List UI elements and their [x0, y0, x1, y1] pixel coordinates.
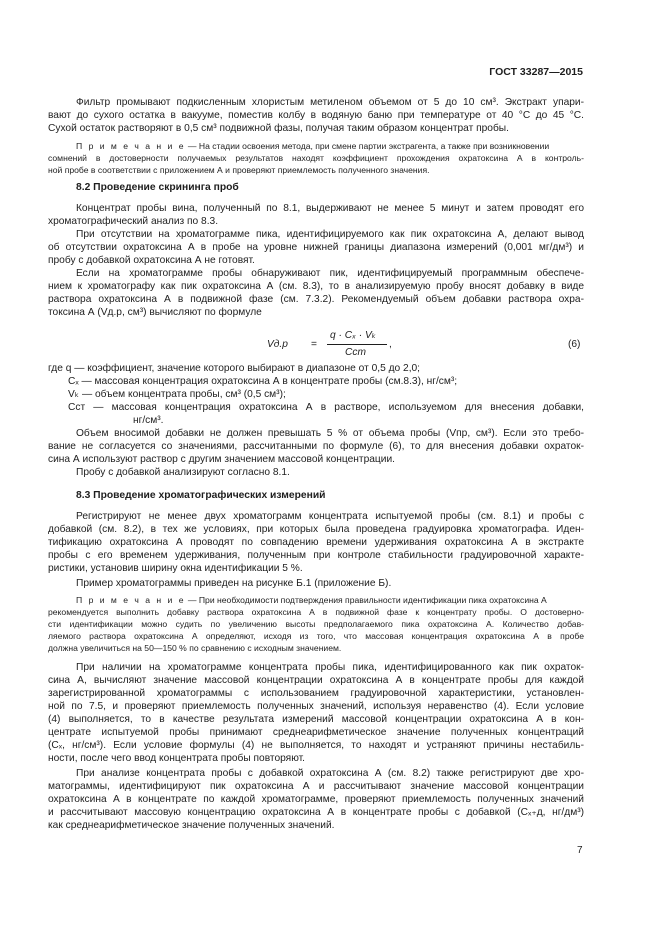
note-line: сомнений в достоверности получаемых результатов находят коэффициент прохождения охратоксина А в контроль- [48, 153, 584, 163]
text-line: вание не согласуется со значениями, рассчитанными по формуле (6), то для внесения добавки охраток- [48, 441, 584, 452]
text-line: добавкой (см. 8.2), в тех же условиях, при которых была проведена градуировка хроматографа. Иден- [48, 524, 584, 535]
fraction-bar [327, 344, 387, 345]
text-line: и рассчитывают массовую концентрацию охратоксина А в концентрате пробы с добавкой (Cₓ₊д, нг/дм³) [48, 807, 584, 818]
note-line: рекомендуется выполнить добавку раствора охратоксина А в подвижной фазе к концентрату пробы. О достоверно- [48, 607, 584, 617]
text-line: Сухой остаток растворяют в 0,5 см³ подвижной фазы, получая таким образом концентрат пробы. [48, 123, 509, 134]
text-line: как среднеарифметическое значение полученных значений. [48, 820, 335, 831]
text-line: сина А, вычисляют значение массовой концентрации охратоксина А в концентрате пробы для каждой [48, 675, 584, 686]
note-line: сти идентификации можно судить по увеличению высоты предполагаемого пика охратоксина А. Количество добав- [48, 619, 584, 629]
text-line: токсина А (Vд.р, см³) вычисляют по формуле [48, 307, 262, 318]
text-line: Пример хроматограммы приведен на рисунке Б.1 (приложение Б). [76, 578, 392, 589]
section-8-3-heading: 8.3 Проведение хроматографических измерений [76, 490, 326, 501]
formula-equals: = [311, 339, 317, 350]
text-line: ности, после чего ввод концентрата пробы повторяют. [48, 753, 305, 764]
text-line: (Cₓ, нг/см³). Если условие формулы (4) не выполняется, то находят и устраняют причины нестабиль- [48, 740, 584, 751]
text-line: Объем вносимой добавки не должен превышать 5 % от объема пробы (Vпр, см³). Если это требо- [76, 428, 584, 439]
text-line: тификацию охратоксина А проводят по совпадению времени удерживания охратоксина А в экстракте [48, 537, 584, 548]
text-line: зарегистрированной хроматограммы с использованием градуировочной характеристики, установлен- [48, 688, 584, 699]
text-line: При отсутствии на хроматограмме пика, идентифицируемого как пик охратоксина А, делают вывод [76, 229, 584, 240]
text-line: охратоксина А в концентрате по каждой хроматограмме, проверяют приемлемость полученных значений [48, 794, 584, 805]
formula-numerator: q · Cₓ · Vₖ [330, 330, 377, 341]
text-line: Пробу с добавкой анализируют согласно 8.1. [76, 467, 290, 478]
text-line: ной по 7.5, и проверяют приемлемость полученных значений, используя неравенство (4). Если условие [48, 701, 584, 712]
text-line: Фильтр промывают подкисленным хлористым метиленом объемом от 5 до 10 см³. Экстракт упари- [76, 97, 584, 108]
text-line: центрате испытуемой пробы принимают среднеарифметическое значение полученных концентраций [48, 727, 584, 738]
note-line: должна увеличиться на 50—150 % по сравнению с исходным значением. [48, 643, 342, 653]
note-1-text: — На стадии освоения метода, при смене партии экстрагента, а также при возникновении [185, 141, 550, 151]
text-line: Регистрируют не менее двух хроматограмм концентрата испытуемой пробы (см. 8.1) и пробы с [76, 511, 584, 522]
text-line: (4) выполняется, то в качестве результата измерений массовой концентрации охратоксина А в кон- [48, 714, 584, 725]
note-2-text: — При необходимости подтверждения правильности идентификации пика охратоксина А [185, 595, 547, 605]
text-line: Если на хроматограмме пробы обнаруживают пик, идентифицируемый программным обеспече- [76, 268, 584, 279]
section-8-2-heading: 8.2 Проведение скрининга проб [76, 182, 239, 193]
text-line: При наличии на хроматограмме концентрата пробы пика, идентифицированного как пик охраток- [76, 662, 584, 673]
text-line: пробы с его временем удерживания, полученным при контроле стабильности градуировочной характе- [48, 550, 584, 561]
legend-line: где q — коэффициент, значение которого выбирают в диапазоне от 0,5 до 2,0; [48, 363, 421, 374]
text-line: ристики, установив ширину окна идентификации 5 %. [48, 563, 303, 574]
document-header: ГОСТ 33287—2015 [489, 66, 583, 78]
formula-lhs: Vд.р [267, 339, 288, 350]
text-line: раствора охратоксина А в подвижной фазе (см. 7.3.2). Рекомендуемый объем добавки раствора охра- [48, 294, 584, 305]
page-number: 7 [577, 845, 583, 856]
formula-comma: , [389, 339, 392, 350]
text-line: хроматографический анализ по 8.3. [48, 216, 219, 227]
legend-line: Cₓ — массовая концентрация охратоксина А в концентрате пробы (см.8.3), нг/см³; [68, 376, 458, 387]
text-line: вают до сухого остатка в вакууме, поместив колбу в водяную баню при температуре от 40 °С до 45 °С. [48, 110, 584, 121]
formula-denominator: Cст [345, 347, 366, 358]
note-line: ляемого раствора охратоксина А определяют, исходя из того, что массовая концентрация охратоксина А в пробе [48, 631, 584, 641]
legend-line: нг/см³. [133, 415, 164, 426]
text-line: пробу с добавкой охратоксина А не готовят. [48, 255, 255, 266]
legend-line: Cст — массовая концентрация охратоксина А в растворе, используемом для внесения добавки, [68, 402, 584, 413]
note-1-label: П р и м е ч а н и е [76, 141, 186, 151]
formula-6 [267, 330, 392, 360]
text-line: об отсутствии охратоксина А в пробе на уровне нижней границы диапазона измерений (0,001 мг/дм³) и [48, 242, 584, 253]
formula-number: (6) [568, 339, 581, 350]
text-line: Концентрат пробы вина, полученный по 8.1, выдерживают не менее 5 минут и затем проводят его [76, 203, 584, 214]
text-line: матограммы, идентифицируют пик охратоксина А и рассчитывают значение массовой концентрации [48, 781, 584, 792]
text-line: нием к хроматографу как пик охратоксина А (см. 8.3), то в анализируемую пробу вносят добавку в виде [48, 281, 584, 292]
text-line: При анализе концентрата пробы с добавкой охратоксина А (см. 8.2) также регистрируют две хро- [76, 768, 584, 779]
legend-line: Vₖ — объем концентрата пробы, см³ (0,5 см³); [68, 389, 286, 400]
note-2-label: П р и м е ч а н и е [76, 595, 186, 605]
note-line: ной пробе в соответствии с приложением А и проверяют приемлемость полученного значения. [48, 165, 430, 175]
text-line: сина А используют раствор с другим значением массовой концентрации. [48, 454, 395, 465]
